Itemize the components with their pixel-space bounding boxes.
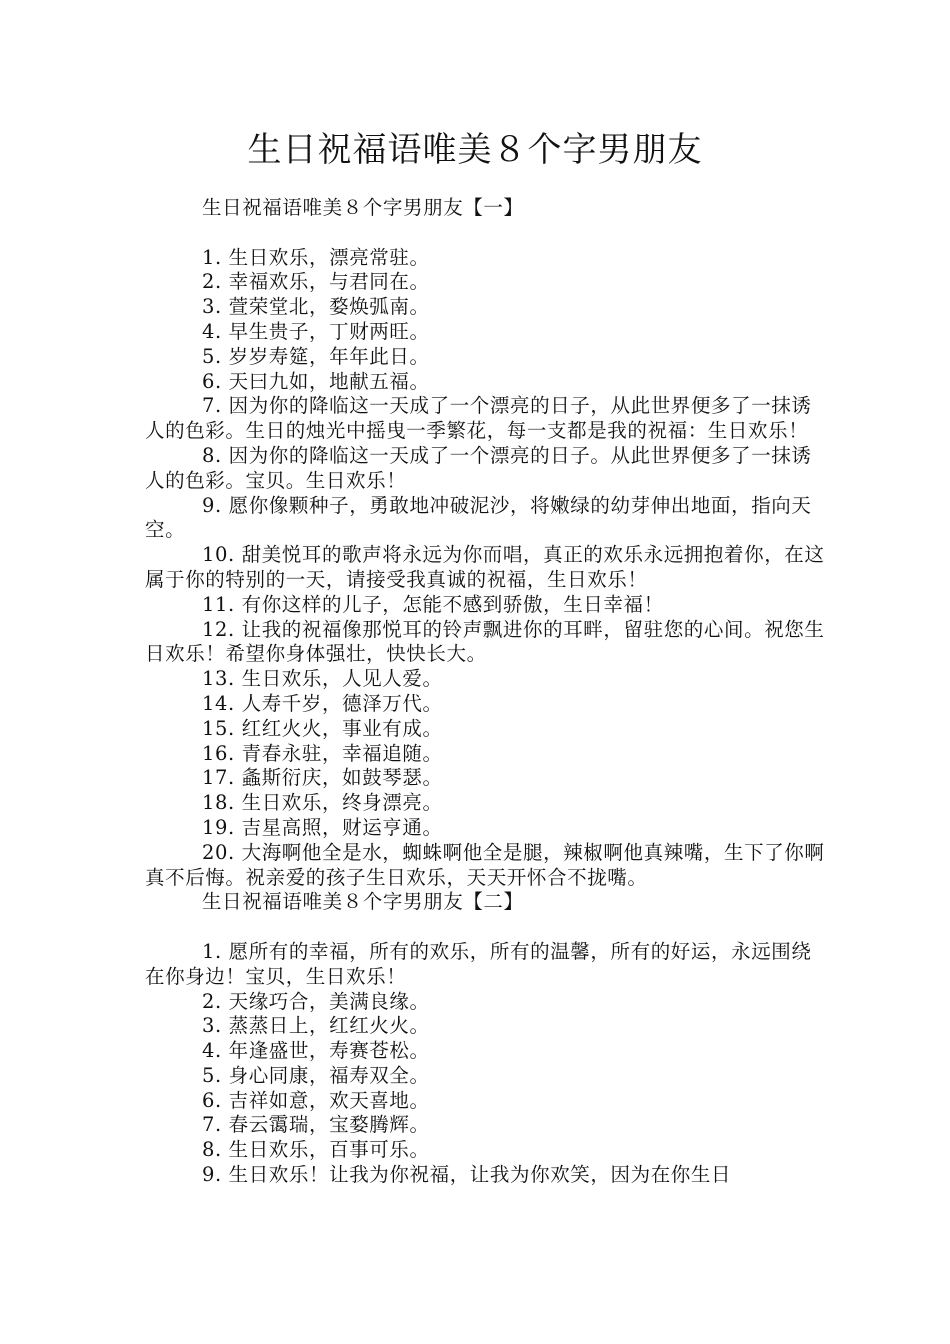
list-item: 9. 愿你像颗种子，勇敢地冲破泥沙，将嫩绿的幼芽伸出地面，指向天空。 — [145, 493, 812, 542]
blank-line — [145, 221, 825, 246]
list-item: 10. 甜美悦耳的歌声将永远为你而唱，真正的欢乐永远拥抱着你，在这属于你的特别的一天，请接受我真诚的祝福，生日欢乐！ — [145, 543, 825, 591]
list-item: 6. 天曰九如，地献五福。 — [202, 369, 430, 393]
section-2-list — [145, 940, 825, 1188]
section-1-list — [145, 246, 825, 891]
list-item: 8. 因为你的降临这一天成了一个漂亮的日子。从此世界便多了一抹诱人的色彩。宝贝。生日欢乐！ — [145, 443, 812, 492]
list-item: 5. 岁岁寿筵，年年此日。 — [202, 344, 430, 368]
list-item: 7. 因为你的降临这一天成了一个漂亮的日子，从此世界便多了一抹诱人的色彩。生日的烛光中摇曳一季繁花，每一支都是我的祝福：生日欢乐！ — [145, 394, 812, 443]
list-item: 1. 愿所有的幸福，所有的欢乐，所有的温馨，所有的好运，永远围绕在你身边！宝贝，生日欢乐！ — [145, 939, 812, 988]
list-item: 2. 幸福欢乐，与君同在。 — [202, 270, 430, 294]
list-item: 16. 青春永驻，幸福追随。 — [202, 741, 443, 765]
list-item: 4. 年逢盛世，寿赛苍松。 — [202, 1039, 430, 1063]
list-item: 12. 让我的祝福像那悦耳的铃声飘进你的耳畔，留驻您的心间。祝您生日欢乐！希望你身体强壮，快快长大。 — [145, 617, 825, 666]
blank-line — [145, 915, 825, 940]
list-item: 6. 吉祥如意，欢天喜地。 — [202, 1088, 430, 1112]
list-item: 14. 人寿千岁，德泽万代。 — [202, 691, 443, 715]
section-heading-1: 生日祝福语唯美８个字男朋友【一】 — [202, 196, 524, 219]
document-body — [145, 196, 825, 1188]
list-item: 3. 蒸蒸日上，红红火火。 — [202, 1014, 430, 1038]
list-item: 2. 天缘巧合，美满良缘。 — [202, 989, 430, 1013]
list-item: 3. 萱荣堂北，婺焕弧南。 — [202, 295, 430, 319]
list-item: 11. 有你这样的儿子，怎能不感到骄傲，生日幸福！ — [202, 592, 664, 616]
list-item: 20. 大海啊他全是水，蜘蛛啊他全是腿，辣椒啊他真辣嘴，生下了你啊真不后悔。祝亲爱的孩子生日欢乐，天天开怀合不拢嘴。 — [145, 840, 825, 889]
document-title: 生日祝福语唯美８个字男朋友 — [247, 130, 703, 170]
list-item: 4. 早生贵子，丁财两旺。 — [202, 319, 430, 343]
list-item: 1. 生日欢乐，漂亮常驻。 — [202, 245, 430, 269]
list-item: 17. 螽斯衍庆，如鼓琴瑟。 — [202, 766, 443, 790]
list-item: 15. 红红火火，事业有成。 — [202, 716, 443, 740]
list-item: 18. 生日欢乐，终身漂亮。 — [202, 791, 443, 815]
list-item: 9. 生日欢乐！让我为你祝福，让我为你欢笑，因为在你生日 — [202, 1163, 732, 1187]
list-item: 13. 生日欢乐，人见人爱。 — [202, 667, 443, 691]
list-item: 7. 春云霭瑞，宝婺腾辉。 — [202, 1113, 430, 1137]
list-item: 5. 身心同康，福寿双全。 — [202, 1063, 430, 1087]
section-heading-2: 生日祝福语唯美８个字男朋友【二】 — [202, 890, 524, 914]
list-item: 8. 生日欢乐，百事可乐。 — [202, 1138, 430, 1162]
list-item: 19. 吉星高照，财运亨通。 — [202, 815, 443, 839]
